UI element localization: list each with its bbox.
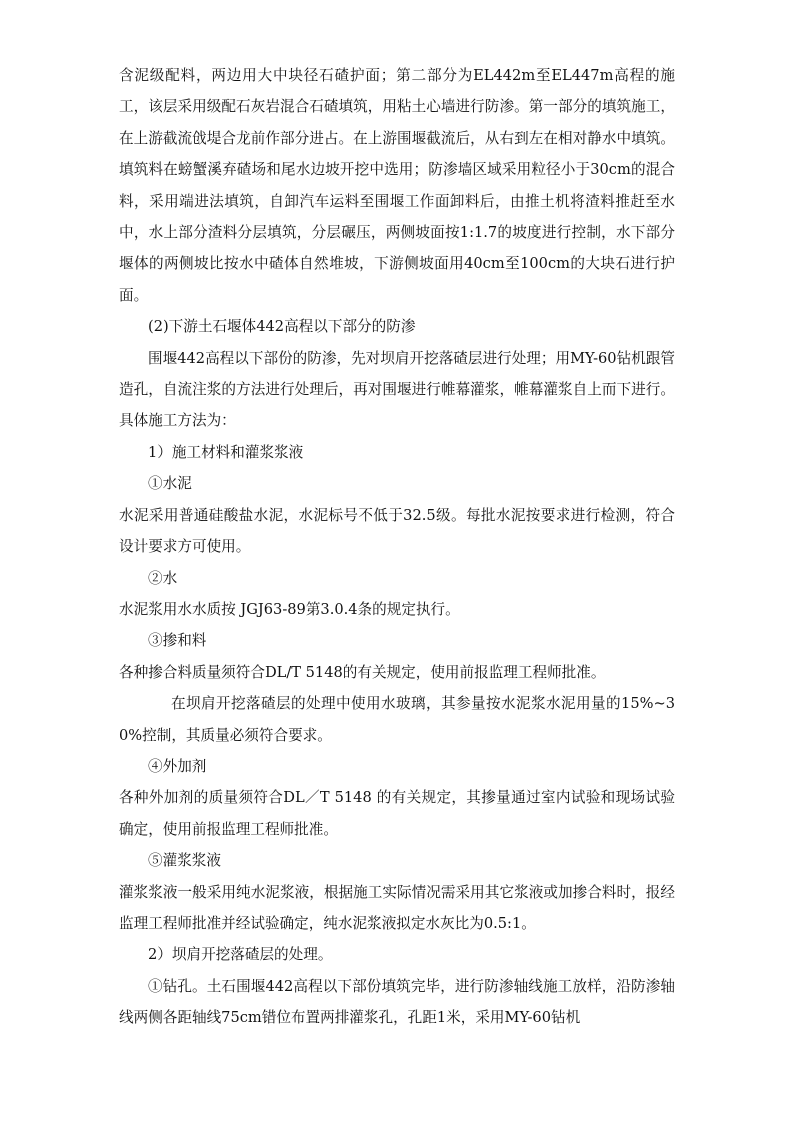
- paragraph-additive: 各种外加剂的质量须符合DL／T 5148 的有关规定，其掺量通过室内试验和现场试验确定，使用前报监理工程师批准。: [119, 789, 675, 838]
- item-heading-cement: ①水泥: [148, 475, 192, 493]
- subheading-materials: 1）施工材料和灌浆浆液: [148, 443, 304, 461]
- paragraph-admixture: 各种掺合料质量须符合DL/T 5148的有关规定，使用前报监理工程师批准。: [119, 663, 606, 681]
- subheading-abutment-treatment: 2）坝肩开挖落碴层的处理。: [148, 946, 333, 964]
- paragraph-water-glass: 在坝肩开挖落碴层的处理中使用水玻璃，其参量按水泥浆水泥用量的15%~30%控制，其质量必须符合要求。: [119, 695, 675, 744]
- item-heading-additive: ④外加剂: [148, 757, 207, 775]
- item-heading-admixture: ③掺和料: [148, 632, 207, 650]
- paragraph-grout: 灌浆浆液一般采用纯水泥浆液，根据施工实际情况需采用其它浆液或加掺合料时，报经监理工程师批准并经试验确定，纯水泥浆液拟定水灰比为0.5:1。: [119, 883, 675, 932]
- item-heading-grout: ⑤灌浆浆液: [148, 852, 221, 870]
- paragraph-cofferdam-fill: 含泥级配料，两边用大中块径石碴护面；第二部分为EL442m至EL447m高程的施工，该层采用级配石灰岩混合石碴填筑，用粘土心墙进行防渗。第一部分的填筑施工，在上游截流戗堤合龙前作部分进占。在上游围堰截流后，从右到左在相对静水中填筑。填筑料在螃蟹溪弃碴场和尾水边坡开挖中选用；防渗墙区域采用粒径小于30cm的混合料，采用端进法填筑，自卸汽车运料至围堰工作面卸料后，由推土机将渣料推赶至水中，水上部分渣料分层填筑，分层碾压，两侧坡面按1:1.7的坡度进行控制，水下部分堰体的两侧坡比按水中碴体自然堆坡，下游侧坡面用40cm至100cm的大块石进行护面。: [119, 67, 675, 304]
- paragraph-drilling: ①钻孔。土石围堰442高程以下部份填筑完毕，进行防渗轴线施工放样，沿防渗轴线两侧各距轴线75cm错位布置两排灌浆孔，孔距1米，采用MY-60钻机: [119, 977, 675, 1027]
- section-heading-downstream-seepage: (2)下游土石堰体442高程以下部分的防渗: [148, 318, 416, 336]
- item-heading-water: ②水: [148, 569, 178, 587]
- paragraph-seepage-method: 围堰442高程以下部份的防渗，先对坝肩开挖落碴层进行处理；用MY-60钻机跟管造孔，自流注浆的方法进行处理后，再对围堰进行帷幕灌浆，帷幕灌浆自上而下进行。具体施工方法为：: [119, 349, 675, 430]
- paragraph-water: 水泥浆用水水质按 JGJ63-89第3.0.4条的规定执行。: [119, 600, 460, 618]
- paragraph-cement: 水泥采用普通硅酸盐水泥，水泥标号不低于32.5级。每批水泥按要求进行检测，符合设计要求方可使用。: [119, 506, 675, 556]
- document-body: [119, 60, 675, 1034]
